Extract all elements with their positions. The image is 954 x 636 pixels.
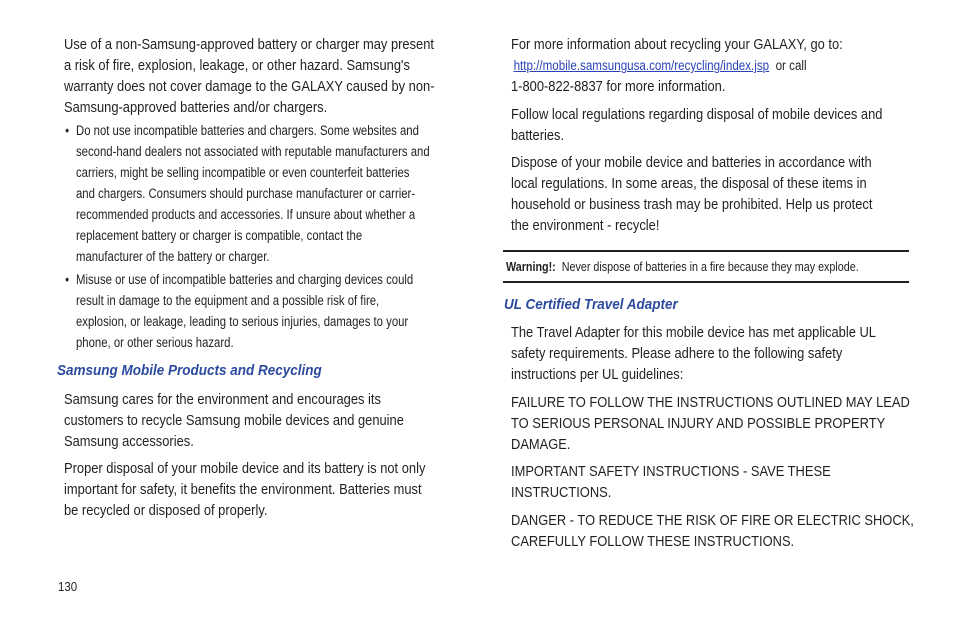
recycling-link[interactable]: http://mobile.samsungusa.com/recycling/index.jsp — [513, 58, 770, 73]
section-heading-travel-adapter: UL Certified Travel Adapter — [504, 296, 678, 313]
section-heading-recycling: Samsung Mobile Products and Recycling — [57, 362, 322, 379]
bullet-misuse-batteries: • Misuse or use of incompatible batteries and charging devices could result in damage to the equipment and a possible risk of fire, explosion, or leakage, leading to serious injuries, damages to your phone, or other serious hazard. — [76, 269, 413, 353]
failure-warning-paragraph: FAILURE TO FOLLOW THE INSTRUCTIONS OUTLINED MAY LEAD TO SERIOUS PERSONAL INJURY AND POSSIBLE PROPERTY DAMAGE. — [511, 394, 910, 453]
bullet-icon: • — [65, 272, 70, 287]
warning-top-rule — [503, 250, 909, 252]
adapter-paragraph: The Travel Adapter for this mobile device has met applicable UL safety requirements. Please adhere to the following safety instructions per UL guidelines: — [511, 324, 876, 383]
recycling-paragraph-1: Samsung cares for the environment and encourages its customers to recycle Samsung mobile devices and genuine Samsung accessories. — [64, 391, 404, 450]
danger-paragraph: DANGER - TO REDUCE THE RISK OF FIRE OR ELECTRIC SHOCK, CAREFULLY FOLLOW THESE INSTRUCTIONS. — [511, 512, 914, 550]
bullet-icon: • — [65, 123, 70, 138]
battery-warning-paragraph: Use of a non-Samsung-approved battery or charger may present a risk of fire, explosion, leakage, or other hazard. Samsung's warranty does not cover damage to the GALAXY caused by non- Samsung-approved batteries and/or chargers. — [64, 36, 435, 116]
warning-label: Warning!: — [506, 260, 556, 274]
follow-regulations-paragraph: Follow local regulations regarding disposal of mobile devices and batteries. — [511, 106, 883, 144]
recycling-info-paragraph: For more information about recycling your GALAXY, go to: http://mobile.samsungusa.com/recycling/index.jsp or call 1-800-822-8837 for more information. — [511, 36, 843, 95]
dispose-paragraph: Dispose of your mobile device and batteries in accordance with local regulations. In some areas, the disposal of these items in household or business trash may be prohibited. Help us protect the environment - recycle! — [511, 154, 873, 234]
important-instructions-paragraph: IMPORTANT SAFETY INSTRUCTIONS - SAVE THESE INSTRUCTIONS. — [511, 463, 831, 501]
bullet-incompatible-batteries: • Do not use incompatible batteries and chargers. Some websites and second-hand dealers not associated with reputable manufacturers and carriers, might be selling incompatible or even counterfeit batteries and chargers. Consumers should purchase manufacturer or carrier- recommended products and accessories. If unsure about whether a replacement battery or charger is compatible, contact the manufacturer of the battery or charger. — [76, 120, 430, 267]
page-number: 130 — [58, 579, 78, 594]
recycling-paragraph-2: Proper disposal of your mobile device and its battery is not only important for safety, it benefits the environment. Batteries must be recycled or disposed of properly. — [64, 460, 426, 519]
warning-bottom-rule — [503, 281, 909, 283]
recycling-link-line: http://mobile.samsungusa.com/recycling/index.jsp or call — [513, 58, 807, 73]
warning-note: Warning!: Never dispose of batteries in a fire because they may explode. — [506, 260, 859, 274]
